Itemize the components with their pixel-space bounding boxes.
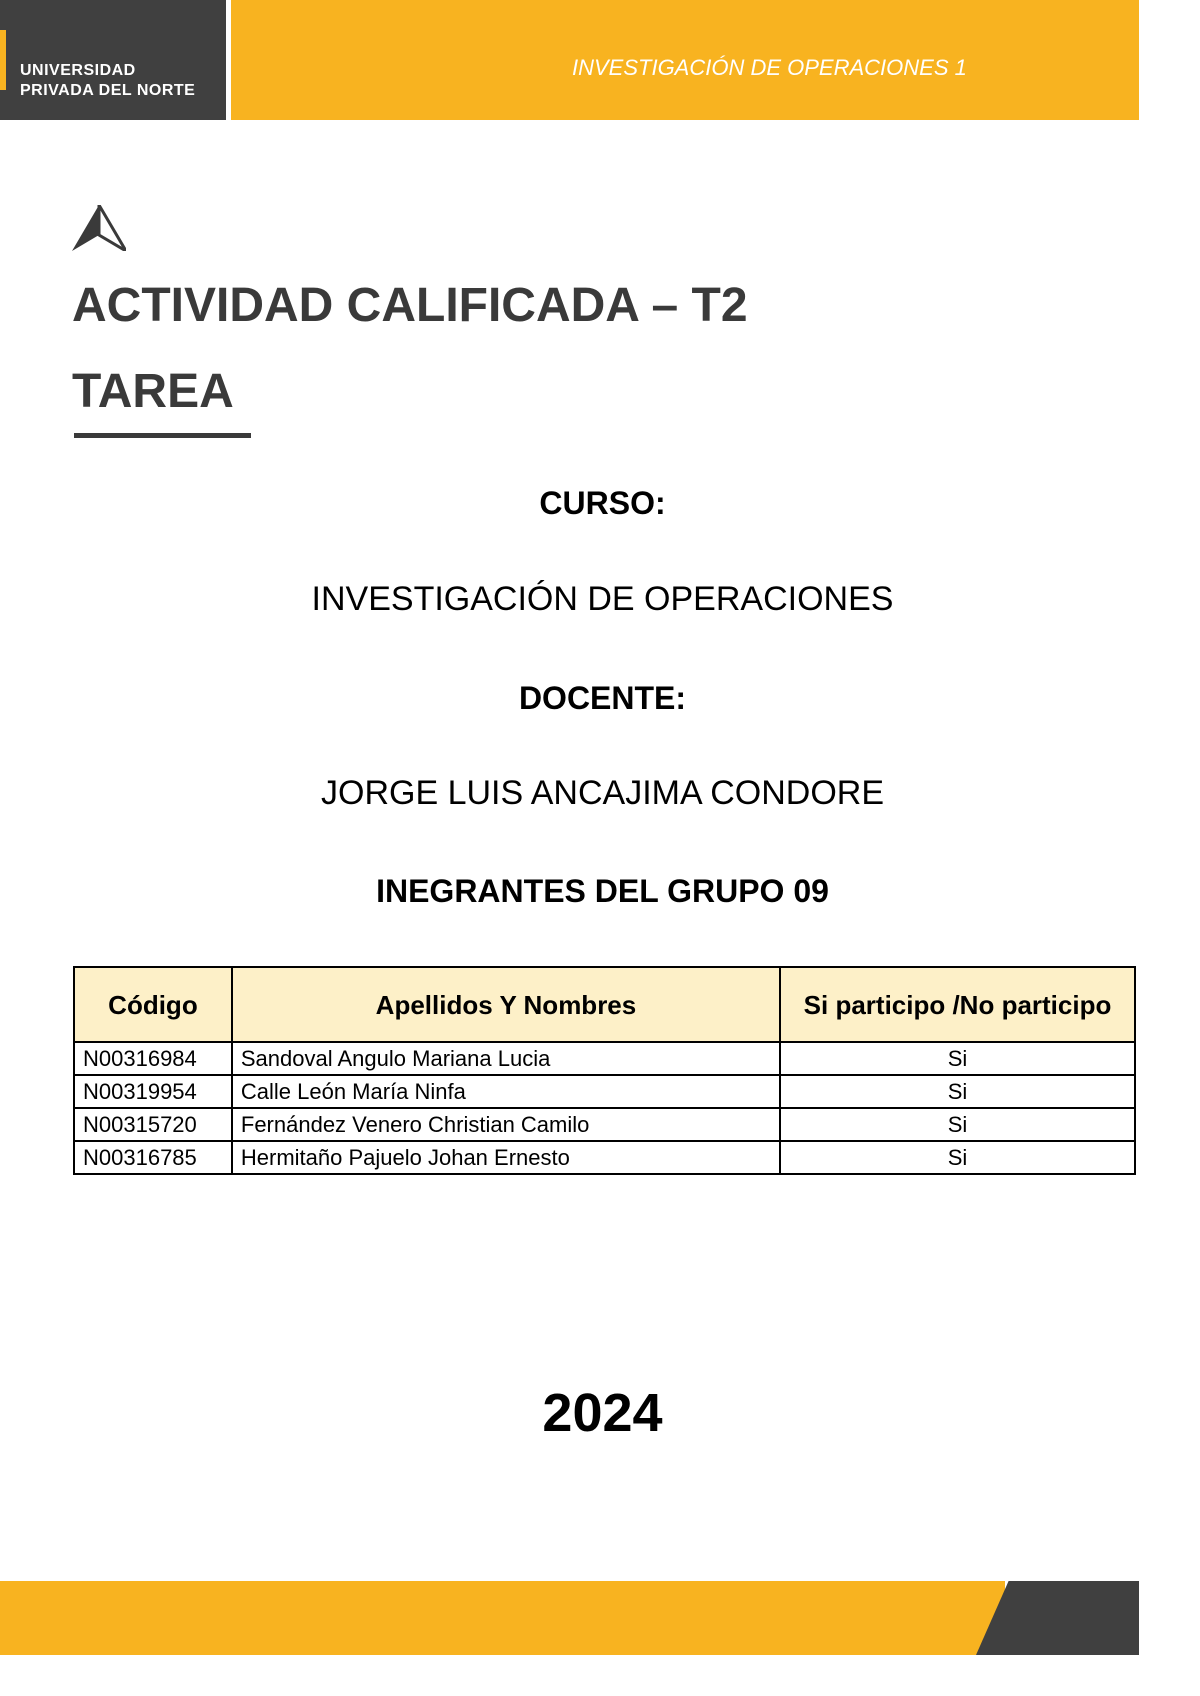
navigation-arrow-icon bbox=[72, 205, 126, 251]
logo-line-1: UNIVERSIDAD bbox=[20, 62, 136, 79]
footer-banner bbox=[0, 1581, 1005, 1655]
logo-mark-icon bbox=[0, 30, 6, 90]
document-subtitle: TAREA bbox=[72, 365, 234, 418]
table-header-row bbox=[74, 967, 1135, 1042]
member-code: N00319954 bbox=[74, 1075, 232, 1108]
header-participation: Si participo /No participo bbox=[780, 967, 1135, 1042]
member-name: Sandoval Angulo Mariana Lucia bbox=[232, 1042, 780, 1075]
members-table bbox=[73, 966, 1136, 1175]
header-course-title: INVESTIGACIÓN DE OPERACIONES 1 bbox=[572, 55, 967, 80]
logo-line-2: PRIVADA DEL NORTE bbox=[20, 82, 196, 99]
member-code: N00315720 bbox=[74, 1108, 232, 1141]
header-code: Código bbox=[74, 967, 232, 1042]
member-code: N00316785 bbox=[74, 1141, 232, 1174]
table-row bbox=[74, 1042, 1135, 1075]
group-heading: INEGRANTES DEL GRUPO 09 bbox=[376, 873, 829, 909]
table-row bbox=[74, 1075, 1135, 1108]
header-name: Apellidos Y Nombres bbox=[232, 967, 780, 1042]
curso-label: CURSO: bbox=[539, 485, 666, 521]
member-status: Si bbox=[780, 1108, 1135, 1141]
title-underline bbox=[74, 433, 251, 438]
member-name: Calle León María Ninfa bbox=[232, 1075, 780, 1108]
member-name: Hermitaño Pajuelo Johan Ernesto bbox=[232, 1141, 780, 1174]
docente-label: DOCENTE: bbox=[518, 680, 687, 716]
university-logo bbox=[20, 61, 195, 101]
member-name: Fernández Venero Christian Camilo bbox=[232, 1108, 780, 1141]
header-logo-panel bbox=[0, 0, 226, 120]
docente-value: JORGE LUIS ANCAJIMA CONDORE bbox=[321, 774, 884, 812]
header-banner bbox=[231, 0, 1139, 120]
member-status: Si bbox=[780, 1042, 1135, 1075]
document-title: ACTIVIDAD CALIFICADA – T2 bbox=[72, 279, 748, 332]
member-status: Si bbox=[780, 1141, 1135, 1174]
curso-value: INVESTIGACIÓN DE OPERACIONES bbox=[311, 580, 894, 618]
member-code: N00316984 bbox=[74, 1042, 232, 1075]
table-row bbox=[74, 1141, 1135, 1174]
document-year: 2024 bbox=[542, 1383, 663, 1443]
table-row bbox=[74, 1108, 1135, 1141]
member-status: Si bbox=[780, 1075, 1135, 1108]
